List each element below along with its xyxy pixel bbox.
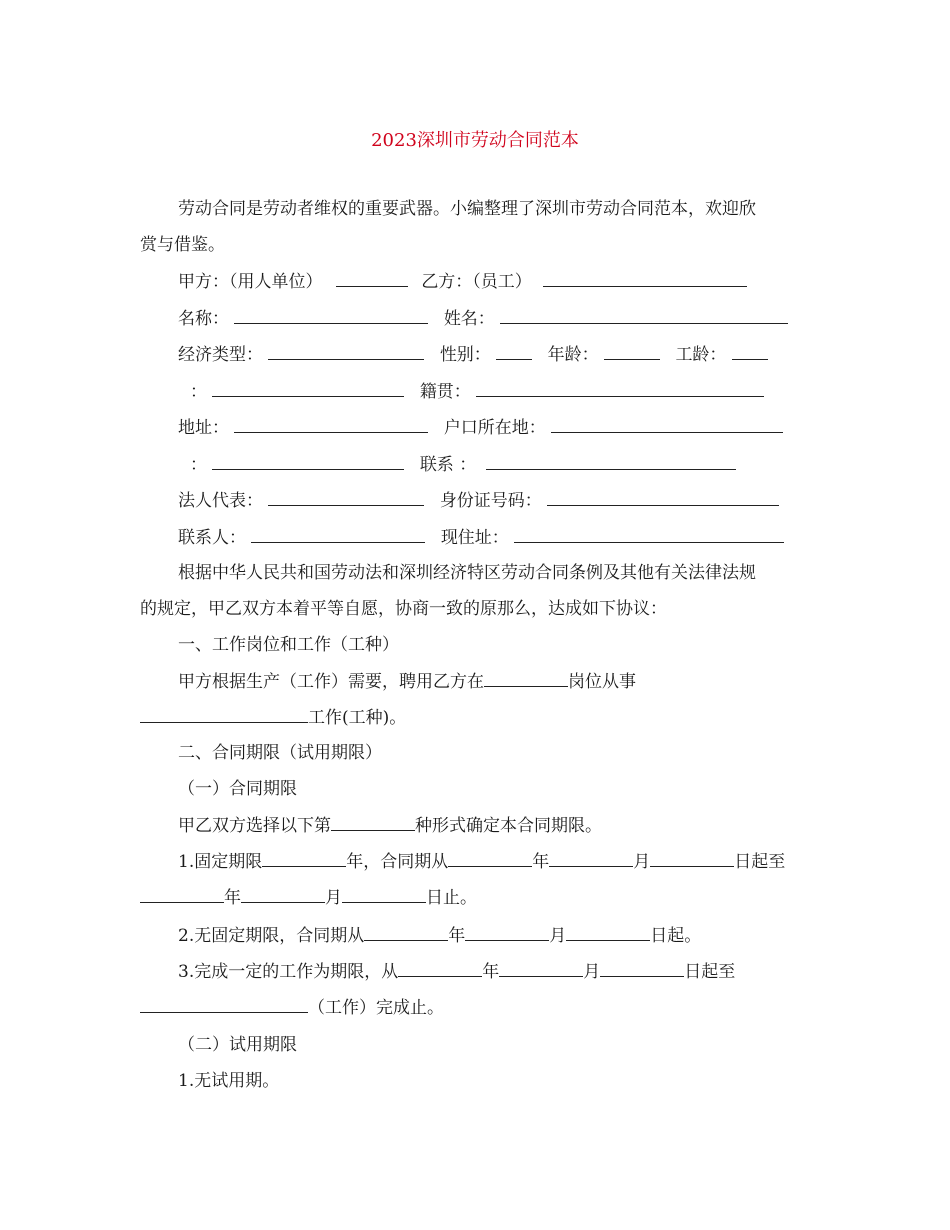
work-type-blank[interactable] — [140, 706, 308, 723]
task-start-year-blank[interactable] — [398, 960, 482, 977]
section-1-heading: 一、工作岗位和工作（工种） — [178, 635, 399, 655]
open-start-day-blank[interactable] — [566, 924, 650, 941]
party-b-blank[interactable] — [543, 270, 747, 287]
intro-line-2: 赏与借鉴。 — [140, 235, 225, 255]
gender-label: 性别： — [439, 345, 491, 365]
name-a-label: 名称： — [178, 309, 229, 329]
section-2-heading: 二、合同期限（试用期限） — [178, 743, 382, 763]
contact-tel-label: 联系 ： — [419, 455, 477, 475]
year-label: 年 — [532, 852, 550, 872]
job-text-b: 岗位从事 — [568, 672, 636, 692]
legal-line — [178, 489, 779, 512]
fixed-term-line-1 — [178, 850, 785, 873]
address-line — [178, 416, 783, 439]
company-name-blank[interactable] — [234, 307, 428, 324]
colon-label-1: ： — [190, 382, 207, 402]
gender-blank[interactable] — [496, 343, 532, 360]
native-blank[interactable] — [476, 380, 764, 397]
open-end-text: 日起。 — [650, 926, 702, 946]
basis-line-2: 的规定，甲乙双方本着平等自愿，协商一致的原那么，达成如下协议： — [140, 599, 667, 619]
contact-person-line — [178, 526, 784, 549]
seniority-blank[interactable] — [732, 343, 768, 360]
fixed-end-text: 日止。 — [426, 888, 477, 908]
field-blank-2[interactable] — [212, 453, 404, 470]
form-choice-blank[interactable] — [331, 814, 415, 831]
contact-tel-blank[interactable] — [486, 453, 736, 470]
subsection-2-heading: （二）试用期限 — [178, 1035, 297, 1055]
id-label: 身份证号码： — [439, 491, 542, 511]
econ-line — [178, 343, 768, 366]
colon-label-2: ： — [190, 455, 207, 475]
party-a-label: 甲方：（用人单位） — [178, 272, 323, 292]
current-address-blank[interactable] — [514, 526, 784, 543]
fixed-start-year-blank[interactable] — [448, 850, 532, 867]
document-title: 2023深圳市劳动合同范本 — [371, 130, 579, 151]
job-line-1 — [178, 670, 636, 693]
fixed-end-month-blank[interactable] — [241, 886, 325, 903]
fixed-end-year-blank[interactable] — [140, 886, 224, 903]
choose-text-b: 种形式确定本合同期限。 — [415, 816, 602, 836]
fixed-term-line-2 — [140, 886, 477, 909]
task-term-line-1 — [178, 960, 735, 983]
choose-text-a: 甲乙双方选择以下第 — [178, 816, 331, 836]
month-label: 月 — [325, 888, 342, 908]
task-term-line-2 — [140, 996, 444, 1019]
year-label: 年 — [448, 926, 466, 946]
contact-person-label: 联系人： — [178, 528, 246, 548]
field-blank-1[interactable] — [212, 380, 404, 397]
fixed-start-month-blank[interactable] — [549, 850, 633, 867]
fixed-text-a: 1.固定期限 — [178, 852, 263, 872]
month-label: 月 — [633, 852, 651, 872]
current-address-label: 现住址： — [440, 528, 509, 548]
month-label: 月 — [549, 926, 567, 946]
address-blank[interactable] — [234, 416, 428, 433]
month-label: 月 — [583, 962, 601, 982]
fixed-text-c: 日起至 — [734, 852, 786, 872]
job-line-2 — [140, 706, 406, 729]
contact-line — [190, 453, 736, 476]
hukou-label: 户口所在地： — [443, 418, 546, 438]
basis-line-1: 根据中华人民共和国劳动法和深圳经济特区劳动合同条例及其他有关法律法规 — [178, 563, 756, 583]
age-label: 年龄： — [547, 345, 599, 365]
year-label: 年 — [482, 962, 500, 982]
task-work-blank[interactable] — [140, 996, 308, 1013]
contact-person-blank[interactable] — [251, 526, 425, 543]
age-blank[interactable] — [604, 343, 660, 360]
legal-rep-label: 法人代表： — [178, 491, 263, 511]
intro-line-1: 劳动合同是劳动者维权的重要武器。小编整理了深圳市劳动合同范本，欢迎欣 — [178, 199, 756, 219]
task-text-a: 3.完成一定的工作为期限，从 — [178, 962, 399, 982]
econ-type-label: 经济类型： — [178, 345, 263, 365]
fixed-start-day-blank[interactable] — [650, 850, 734, 867]
party-line — [178, 270, 747, 293]
seniority-label: 工龄： — [675, 345, 727, 365]
choose-line — [178, 814, 602, 837]
probation-line-1: 1.无试用期。 — [178, 1071, 280, 1091]
name-b-label: 姓名： — [443, 309, 495, 329]
task-start-day-blank[interactable] — [600, 960, 684, 977]
fixed-text-b: 年，合同期从 — [346, 852, 449, 872]
econ-type-blank[interactable] — [268, 343, 424, 360]
native-line — [190, 380, 764, 403]
job-text-a: 甲方根据生产（工作）需要，聘用乙方在 — [178, 672, 484, 692]
legal-rep-blank[interactable] — [268, 489, 424, 506]
task-start-month-blank[interactable] — [499, 960, 583, 977]
open-term-line — [178, 924, 701, 947]
task-text-c: 日起至 — [684, 962, 736, 982]
open-start-month-blank[interactable] — [465, 924, 549, 941]
name-line — [178, 307, 788, 330]
post-blank[interactable] — [484, 670, 568, 687]
employee-name-blank[interactable] — [500, 307, 788, 324]
job-text-c: 工作(工种)。 — [308, 708, 407, 728]
fixed-years-blank[interactable] — [262, 850, 346, 867]
native-label: 籍贯： — [419, 382, 471, 402]
open-start-year-blank[interactable] — [364, 924, 448, 941]
open-text-a: 2.无固定期限，合同期从 — [178, 926, 365, 946]
year-label: 年 — [224, 888, 241, 908]
fixed-end-day-blank[interactable] — [342, 886, 426, 903]
hukou-blank[interactable] — [551, 416, 783, 433]
address-label: 地址： — [178, 418, 229, 438]
subsection-1-heading: （一）合同期限 — [178, 779, 297, 799]
id-blank[interactable] — [547, 489, 779, 506]
party-a-blank[interactable] — [336, 270, 408, 287]
task-end-text: （工作）完成止。 — [308, 998, 444, 1018]
party-b-label: 乙方：（员工） — [421, 272, 532, 292]
